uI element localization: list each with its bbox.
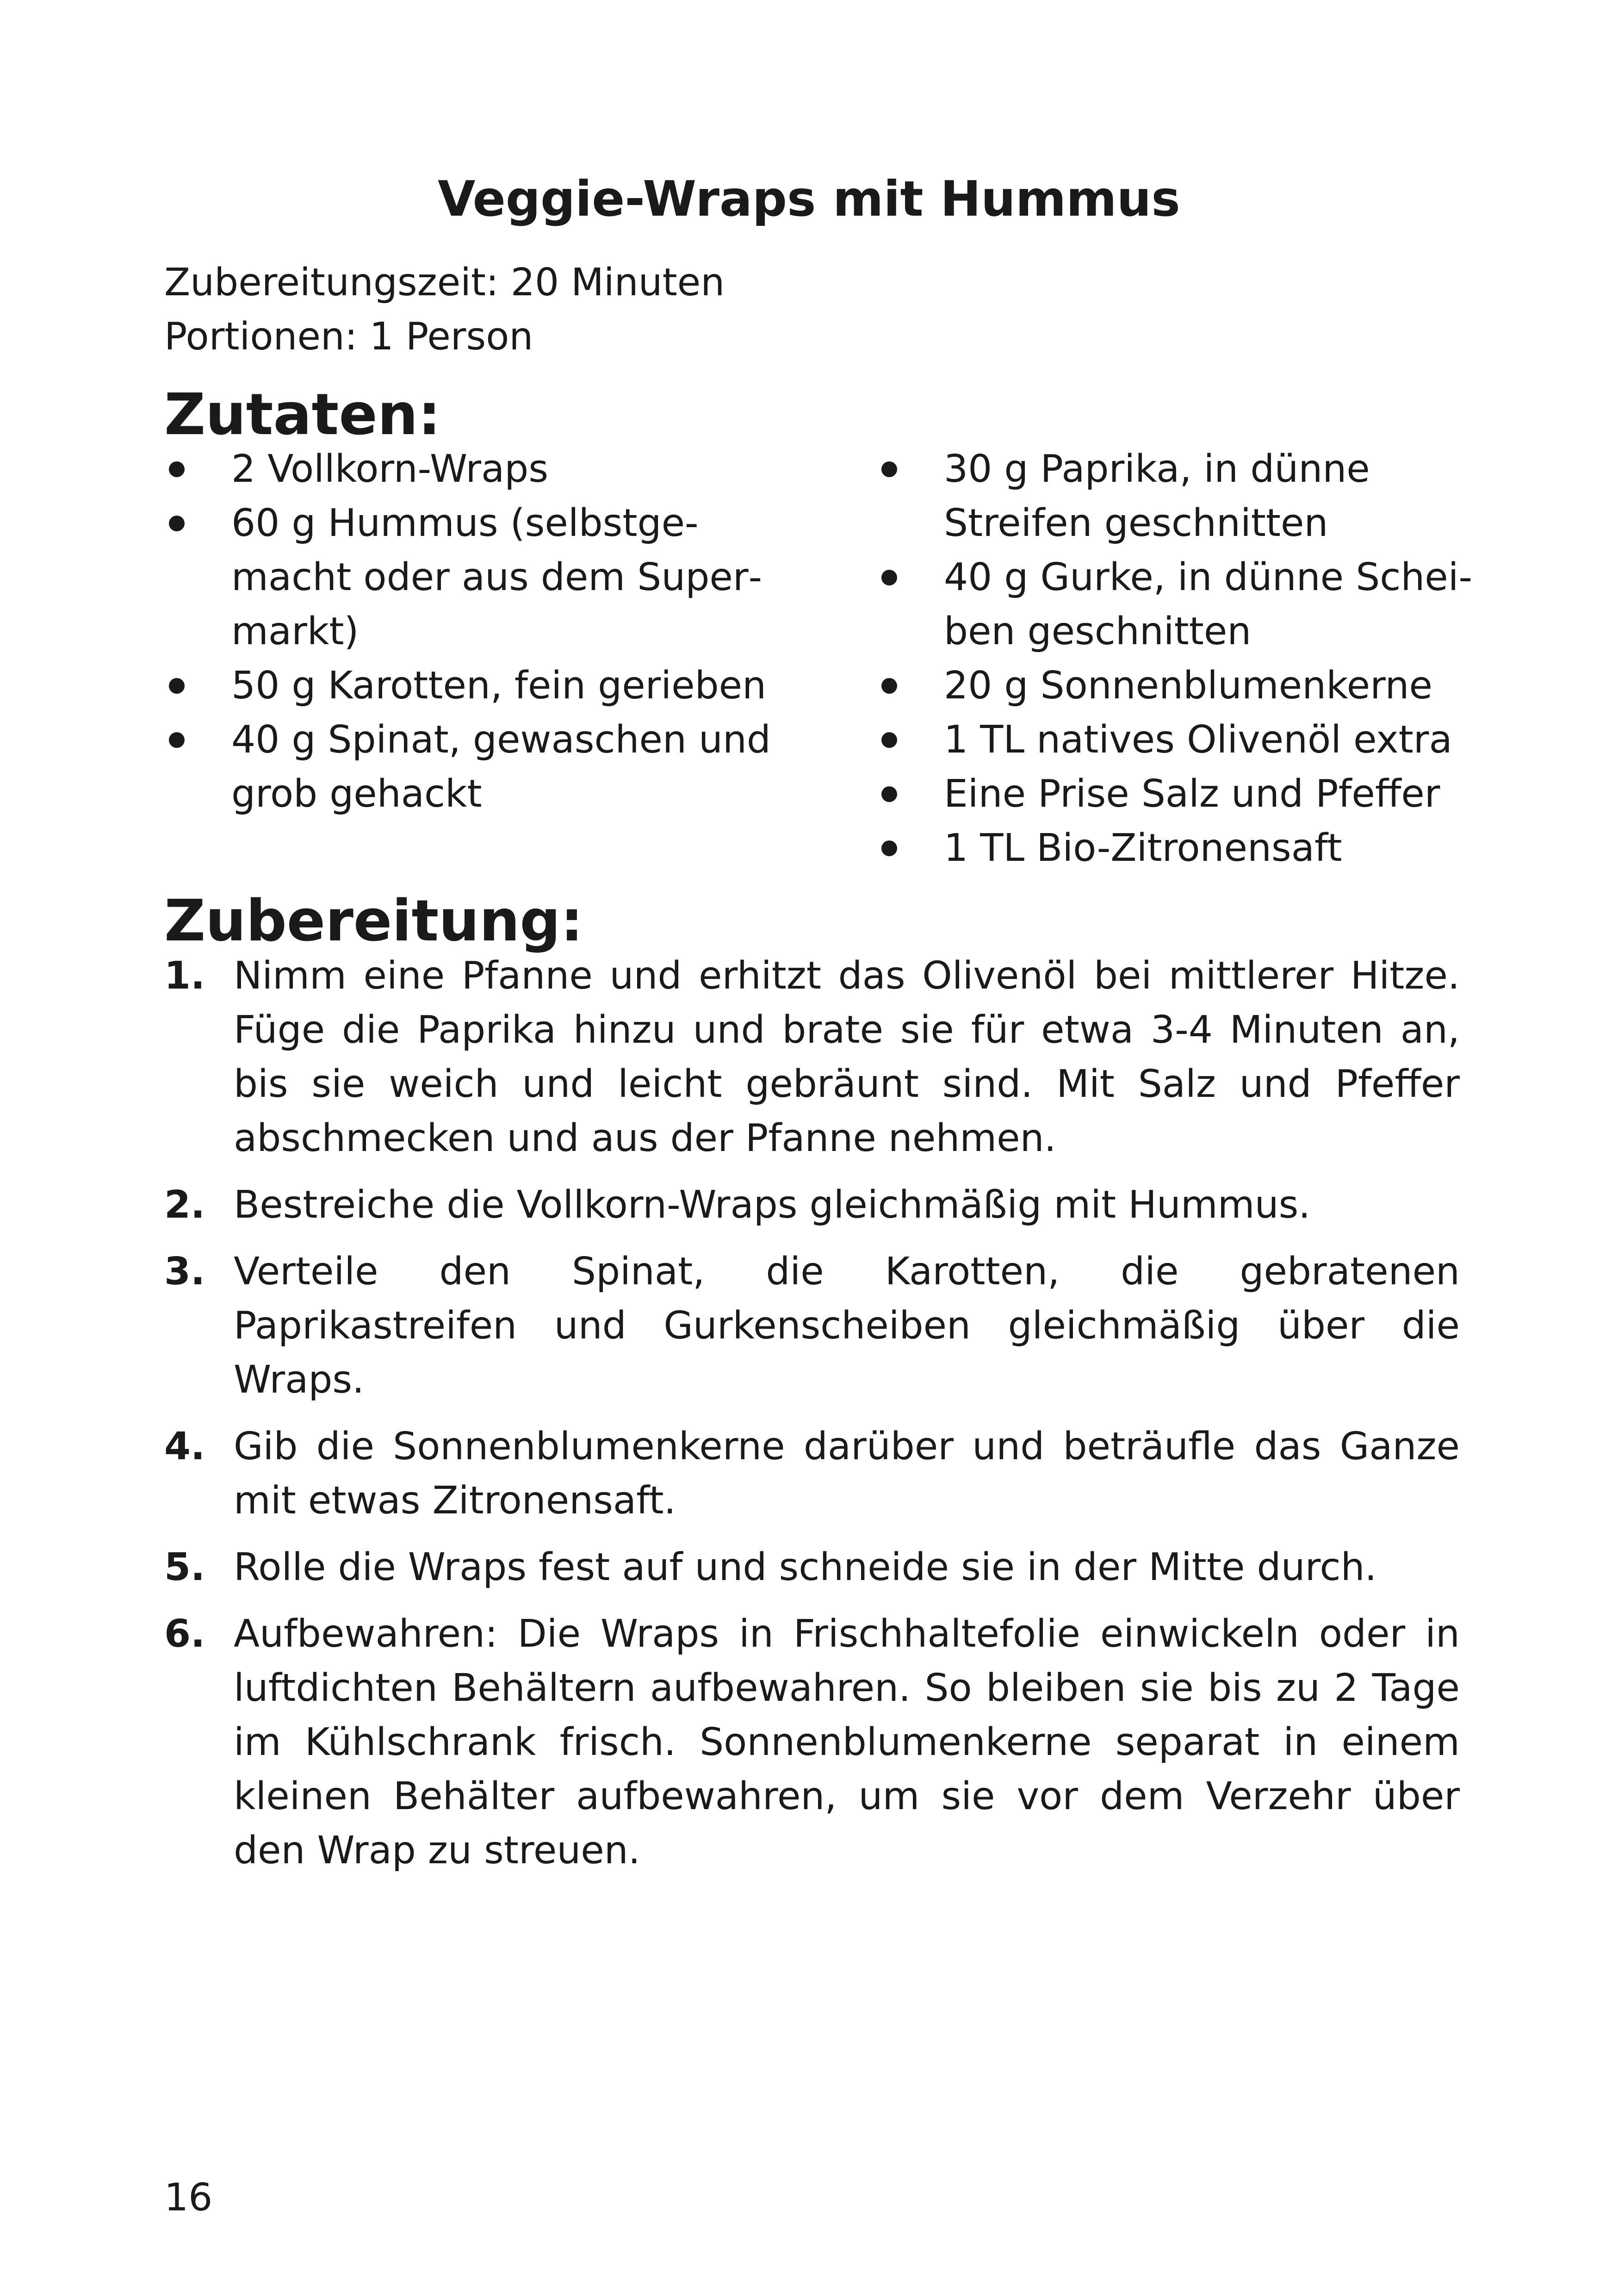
step-item — [164, 1419, 1460, 1528]
step-number: 4. — [164, 1425, 205, 1468]
ingredients-list-left — [164, 442, 789, 821]
step-number: 2. — [164, 1183, 205, 1227]
preparation-heading: Zubereitung: — [164, 888, 583, 954]
preparation-steps — [164, 949, 1460, 1890]
ingredient-item: 20 g Sonnenblumenkerne — [877, 659, 1474, 713]
step-number: 3. — [164, 1250, 205, 1294]
page-number: 16 — [164, 2176, 213, 2220]
step-number: 5. — [164, 1545, 205, 1589]
ingredient-item: 2 Vollkorn-Wraps — [164, 442, 789, 496]
step-item — [164, 1178, 1460, 1232]
step-item — [164, 1244, 1460, 1407]
recipe-title: Veggie-Wraps mit Hummus — [438, 171, 1180, 227]
ingredient-item: Eine Prise Salz und Pfeffer — [877, 767, 1474, 821]
ingredient-item: 1 TL natives Olivenöl extra — [877, 713, 1474, 767]
step-text: Rolle die Wraps fest auf und schneide sie in der Mitte durch. — [234, 1545, 1377, 1589]
ingredient-item: 50 g Karotten, fein gerieben — [164, 659, 789, 713]
ingredient-item: 1 TL Bio-Zitronensaft — [877, 821, 1474, 875]
ingredient-item: 60 g Hummus (selbstgemacht oder aus dem Supermarkt) — [164, 496, 789, 659]
step-number: 1. — [164, 954, 205, 998]
ingredients-list-right — [877, 442, 1474, 875]
ingredient-item: 40 g Spinat, gewaschen und grob gehackt — [164, 713, 789, 821]
step-item — [164, 1607, 1460, 1878]
step-text: Verteile den Spinat, die Karotten, die gebratenen Paprikastreifen und Gurkenscheiben gleichmäßig über die Wraps. — [234, 1250, 1460, 1402]
step-text: Gib die Sonnenblumenkerne darüber und beträufle das Ganze mit etwas Zitronensaft. — [234, 1425, 1460, 1523]
step-number: 6. — [164, 1612, 205, 1656]
ingredients-heading: Zutaten: — [164, 382, 441, 448]
ingredient-item: 40 g Gurke, in dünne Scheiben geschnitten — [877, 550, 1474, 659]
step-item — [164, 949, 1460, 1165]
step-item — [164, 1540, 1460, 1594]
recipe-meta — [164, 255, 725, 364]
prep-time: Zubereitungszeit: 20 Minuten — [164, 261, 725, 305]
step-text: Aufbewahren: Die Wraps in Frischhaltefolie einwickeln oder in luftdichten Behältern aufbewahren. So bleiben sie bis zu 2 Tage im Kühlschrank frisch. Sonnenblumenkerne separat in einem kleinen Behälter aufbewahren, um sie vor dem Verzehr über den Wrap zu streuen. — [234, 1612, 1460, 1873]
ingredient-item: 30 g Paprika, in dünne Streifen geschnitten — [877, 442, 1474, 550]
servings: Portionen: 1 Person — [164, 315, 533, 359]
step-text: Nimm eine Pfanne und erhitzt das Olivenöl bei mittlerer Hitze. Füge die Paprika hinzu und brate sie für etwa 3-4 Minuten an, bis sie weich und leicht gebräunt sind. Mit Salz und Pfeffer abschmecken und aus der Pfanne nehmen. — [234, 954, 1460, 1160]
step-text: Bestreiche die Vollkorn-Wraps gleichmäßig mit Hummus. — [234, 1183, 1311, 1227]
